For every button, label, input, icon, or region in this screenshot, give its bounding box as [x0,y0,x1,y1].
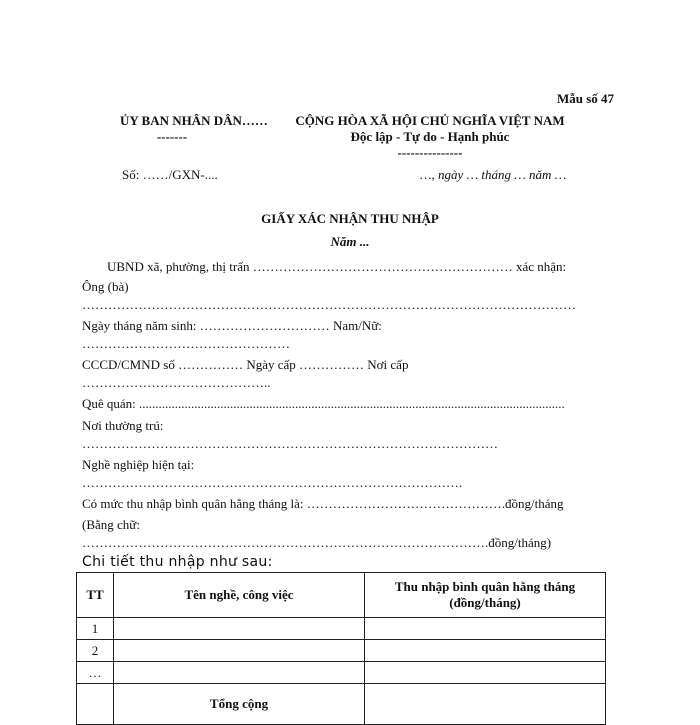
id-dots: …………………………………….. [82,375,271,390]
motto-divider: --------------- [397,145,463,160]
id-line: CCCD/CMND số …………… Ngày cấp …………… Nơi cấp [82,357,409,372]
income-table [76,572,606,725]
row-job [114,662,365,684]
row-income [365,618,606,640]
table-row [77,618,606,640]
table-total-row [77,684,606,725]
total-tt [77,684,114,725]
ubnd-line: UBND xã, phường, thị trấn …………………………………………………… xác nhận: [107,259,567,274]
document-number: Số: ……/GXN-.... [122,167,218,182]
header-income: Thu nhập bình quân hằng tháng (đồng/tháng) [365,573,606,618]
dob-dots: ………………………………………… [82,336,290,351]
occupation-label: Nghề nghiệp hiện tại: [82,457,195,472]
header-job: Tên nghề, công việc [114,573,365,618]
details-label: Chi tiết thu nhập như sau: [82,554,273,570]
country-name: CỘNG HÒA XÃ HỘI CHỦ NGHĨA VIỆT NAM [295,113,565,128]
row-tt: 1 [77,618,114,640]
row-income [365,640,606,662]
in-words-dots: ………………………………………………………………………………….đồng/tháng) [82,535,552,550]
header-tt: TT [77,573,114,618]
year-line: Năm ... [330,234,370,249]
row-job [114,618,365,640]
table-header-row [77,573,606,618]
row-tt: … [77,662,114,684]
document-title: GIẤY XÁC NHẬN THU NHẬP [261,211,439,226]
average-income-line: Có mức thu nhập bình quân hằng tháng là: ……………………………………….đồng/tháng [82,496,564,511]
table-row [77,662,606,684]
hometown-line: Quê quán: ................................................................................................................................... [82,396,565,411]
name-dots: …………………………………………………………………………………………………… [82,297,576,312]
authority-divider: ------- [156,129,188,144]
residence-label: Nơi thường trú: [82,418,164,433]
row-job [114,640,365,662]
date-line: …, ngày … tháng … năm … [420,167,567,182]
dob-line: Ngày tháng năm sinh: ………………………… Nam/Nữ: [82,318,382,333]
row-income [365,662,606,684]
in-words-label: (Bằng chữ: [82,517,140,532]
authority-name: ỦY BAN NHÂN DÂN…… [120,113,268,128]
total-income [365,684,606,725]
residence-dots: …………………………………………………………………………………… [82,436,498,451]
name-label: Ông (bà) [82,279,129,294]
motto: Độc lập - Tự do - Hạnh phúc [350,129,510,144]
table-row [77,640,606,662]
form-number: Mẫu số 47 [557,91,615,106]
total-label: Tổng cộng [114,684,365,725]
row-tt: 2 [77,640,114,662]
occupation-dots: ……………………………………………………………………………. [82,475,463,490]
